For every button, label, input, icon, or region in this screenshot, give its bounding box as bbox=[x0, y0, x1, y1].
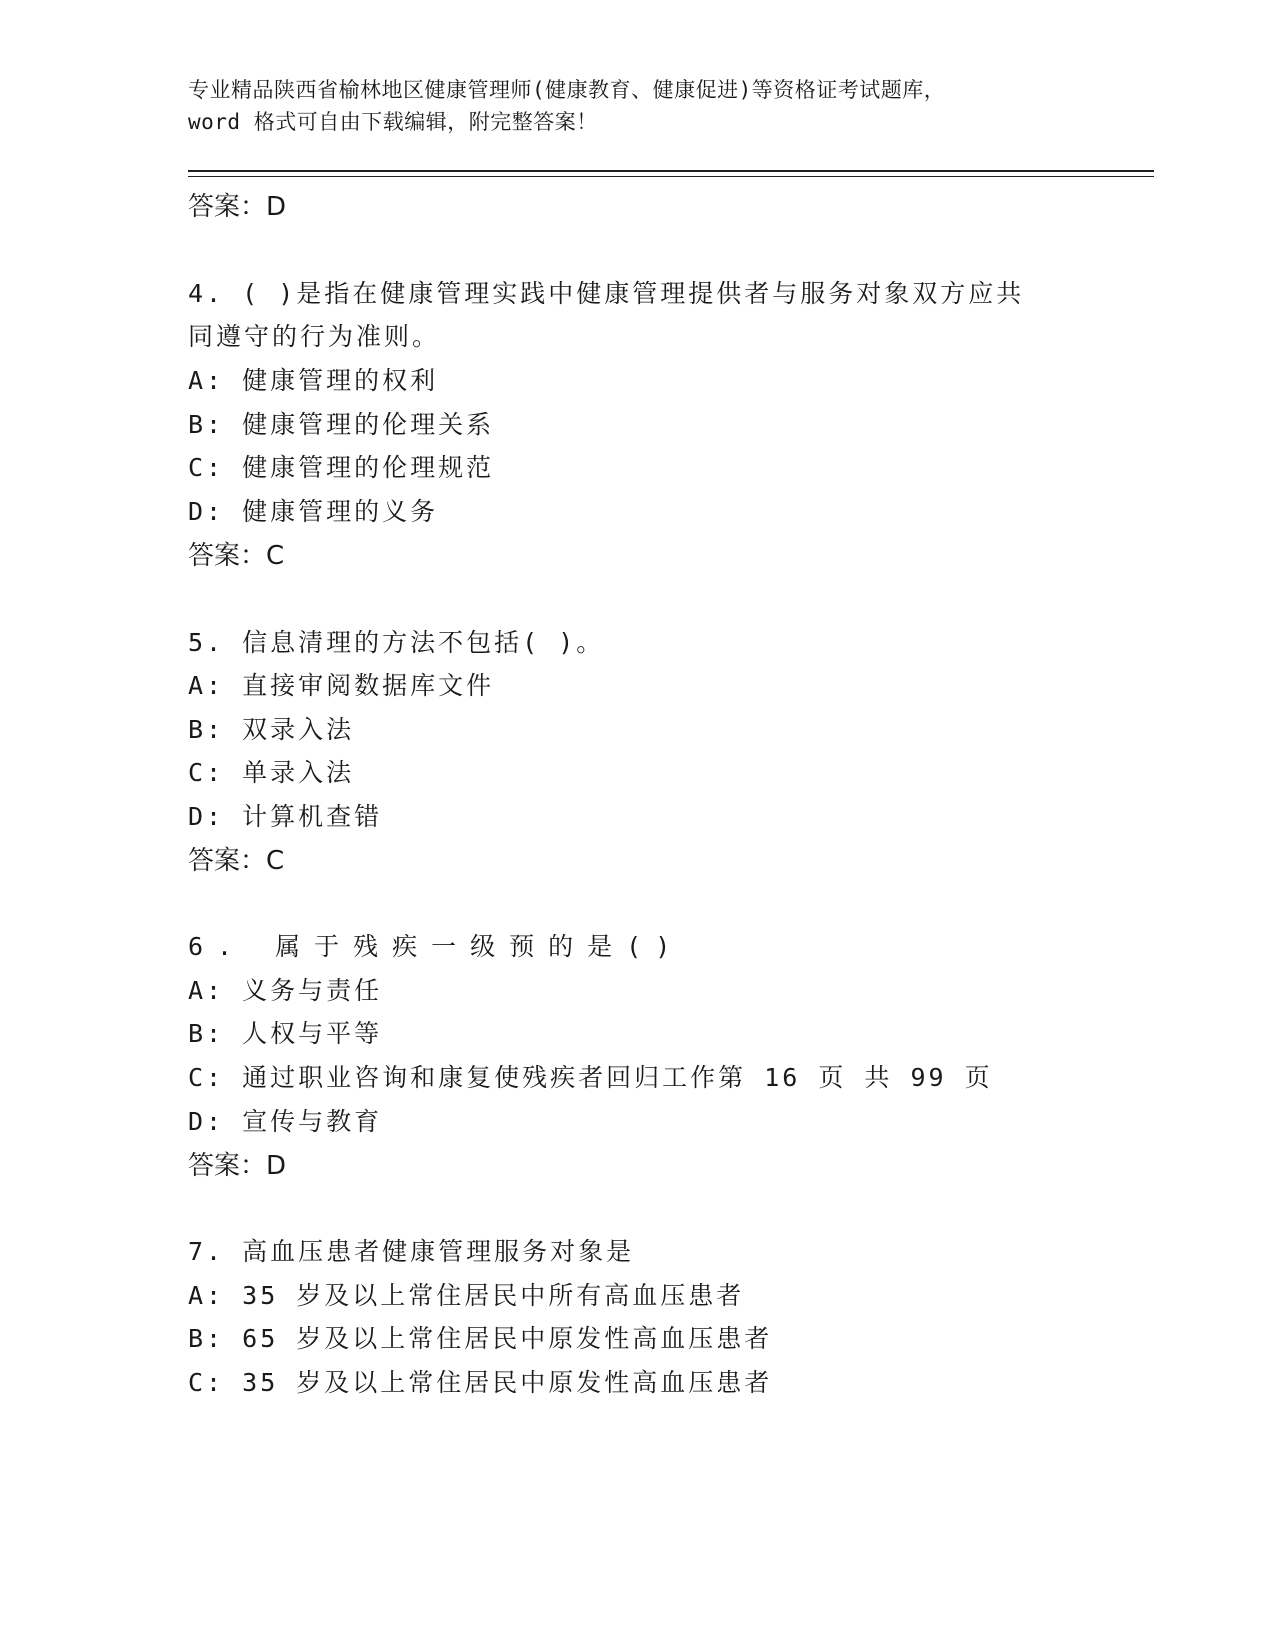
option-c: C: 健康管理的伦理规范 bbox=[188, 453, 495, 482]
option-d: D: 健康管理的义务 bbox=[188, 497, 439, 526]
option-a: A: 直接审阅数据库文件 bbox=[188, 671, 495, 700]
answer-label: 答案：C bbox=[188, 541, 285, 571]
header-line-2: word 格式可自由下载编辑，附完整答案！ bbox=[188, 110, 598, 134]
option-a: A: 义务与责任 bbox=[188, 976, 383, 1005]
question-stem: 5. 信息清理的方法不包括( )。 bbox=[188, 628, 605, 657]
option-b: B: 65 岁及以上常住居民中原发性高血压患者 bbox=[188, 1324, 773, 1353]
option-b: B: 健康管理的伦理关系 bbox=[188, 410, 495, 439]
option-d: D: 计算机查错 bbox=[188, 802, 383, 831]
question-stem: 4. ( )是指在健康管理实践中健康管理提供者与服务对象双方应共 bbox=[188, 279, 1025, 308]
question-stem: 6. 属于残疾一级预的是() bbox=[188, 932, 685, 961]
answer-label: 答案：D bbox=[188, 1151, 287, 1181]
answer-label: 答案：C bbox=[188, 846, 285, 876]
option-a: A: 35 岁及以上常住居民中所有高血压患者 bbox=[188, 1281, 745, 1310]
option-c: C: 单录入法 bbox=[188, 758, 355, 787]
answer-label: 答案：D bbox=[188, 192, 287, 222]
question-stem: 7. 高血压患者健康管理服务对象是 bbox=[188, 1237, 635, 1266]
option-b: B: 双录入法 bbox=[188, 715, 355, 744]
header-rule-thin bbox=[188, 176, 1154, 177]
option-d: D: 宣传与教育 bbox=[188, 1107, 383, 1136]
option-a: A: 健康管理的权利 bbox=[188, 366, 439, 395]
option-c: C: 通过职业咨询和康复使残疾者回归工作第 16 页 共 99 页 bbox=[188, 1063, 993, 1092]
header-line-1: 专业精品陕西省榆林地区健康管理师(健康教育、健康促进)等资格证考试题库， bbox=[188, 78, 946, 102]
option-c: C: 35 岁及以上常住居民中原发性高血压患者 bbox=[188, 1368, 773, 1397]
question-stem: 同遵守的行为准则。 bbox=[188, 322, 441, 351]
header-rule bbox=[188, 170, 1154, 172]
option-b: B: 人权与平等 bbox=[188, 1019, 383, 1048]
